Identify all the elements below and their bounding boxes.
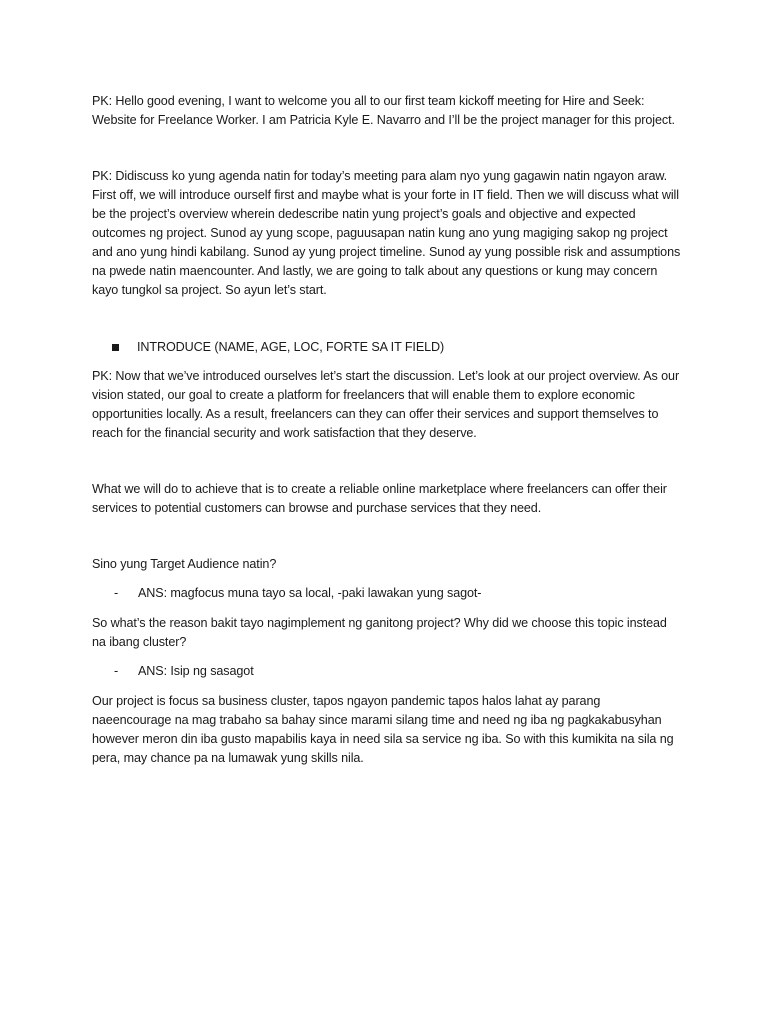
agenda-paragraph: PK: Didiscuss ko yung agenda natin for today’s meeting para alam nyo yung gagawin natin ngayon araw. First off, we will introduce ourself first and maybe what is your forte in IT field. Then we will discuss what will be the project’s overview wherein dedescribe natin yung project’s goals and objective and expected outcomes ng project. Sunod ay yung scope, paguusapan natin kung ano yung magiging sakop ng project and ano yung hindi kabilang. Sunod ay yung project timeline. Sunod ay yung possible risk and assumptions na pwede natin maencounter. And lastly, we are going to talk about any questions or kung may concern kayo tungkol sa project. So ayun let’s start. xyxy=(92,169,681,297)
document-page xyxy=(92,92,682,768)
focus-paragraph: Our project is focus sa business cluster, tapos ngayon pandemic tapos halos lahat ay parang naeencourage na mag trabaho sa bahay since marami silang time and need ng iba ng pagkakabusyhan however meron din iba gusto mapabilis kaya in need sila sa service ng iba. So with this kumikita na sila ng pera, may chance pa na lumawak yung skills nila. xyxy=(92,694,674,765)
reason-question: So what’s the reason bakit tayo nagimplement ng ganitong project? Why did we choose this topic instead na ibang cluster? xyxy=(92,616,667,649)
target-question: Sino yung Target Audience natin? xyxy=(92,557,277,571)
list-item-label: INTRODUCE (NAME, AGE, LOC, FORTE SA IT FIELD) xyxy=(137,340,445,354)
overview-paragraph: PK: Now that we’ve introduced ourselves let’s start the discussion. Let’s look at our project overview. As our vision stated, our goal to create a platform for freelancers that will enable them to explore economic opportunities locally. As a result, freelancers can they can offer their services and support themselves to reach for the financial security and work satisfaction that they deserve. xyxy=(92,369,680,440)
square-bullet-icon xyxy=(112,344,119,351)
dash-bullet: - xyxy=(114,586,119,600)
reason-answer: ANS: Isip ng sasagot xyxy=(138,664,254,678)
dash-bullet: - xyxy=(114,664,119,678)
target-answer: ANS: magfocus muna tayo sa local, -paki lawakan yung sagot- xyxy=(138,586,482,600)
list-item-introduce xyxy=(92,338,682,357)
list-item-reason-answer xyxy=(92,662,682,681)
intro-paragraph: PK: Hello good evening, I want to welcome you all to our first team kickoff meeting for Hire and Seek: Website for Freelance Worker. I am Patricia Kyle E. Navarro and I’ll be the project manager for this project. xyxy=(92,94,675,127)
list-item-target-answer xyxy=(92,584,682,603)
achieve-paragraph: What we will do to achieve that is to create a reliable online marketplace where freelancers can offer their services to potential customers can browse and purchase services that they need. xyxy=(92,482,667,515)
